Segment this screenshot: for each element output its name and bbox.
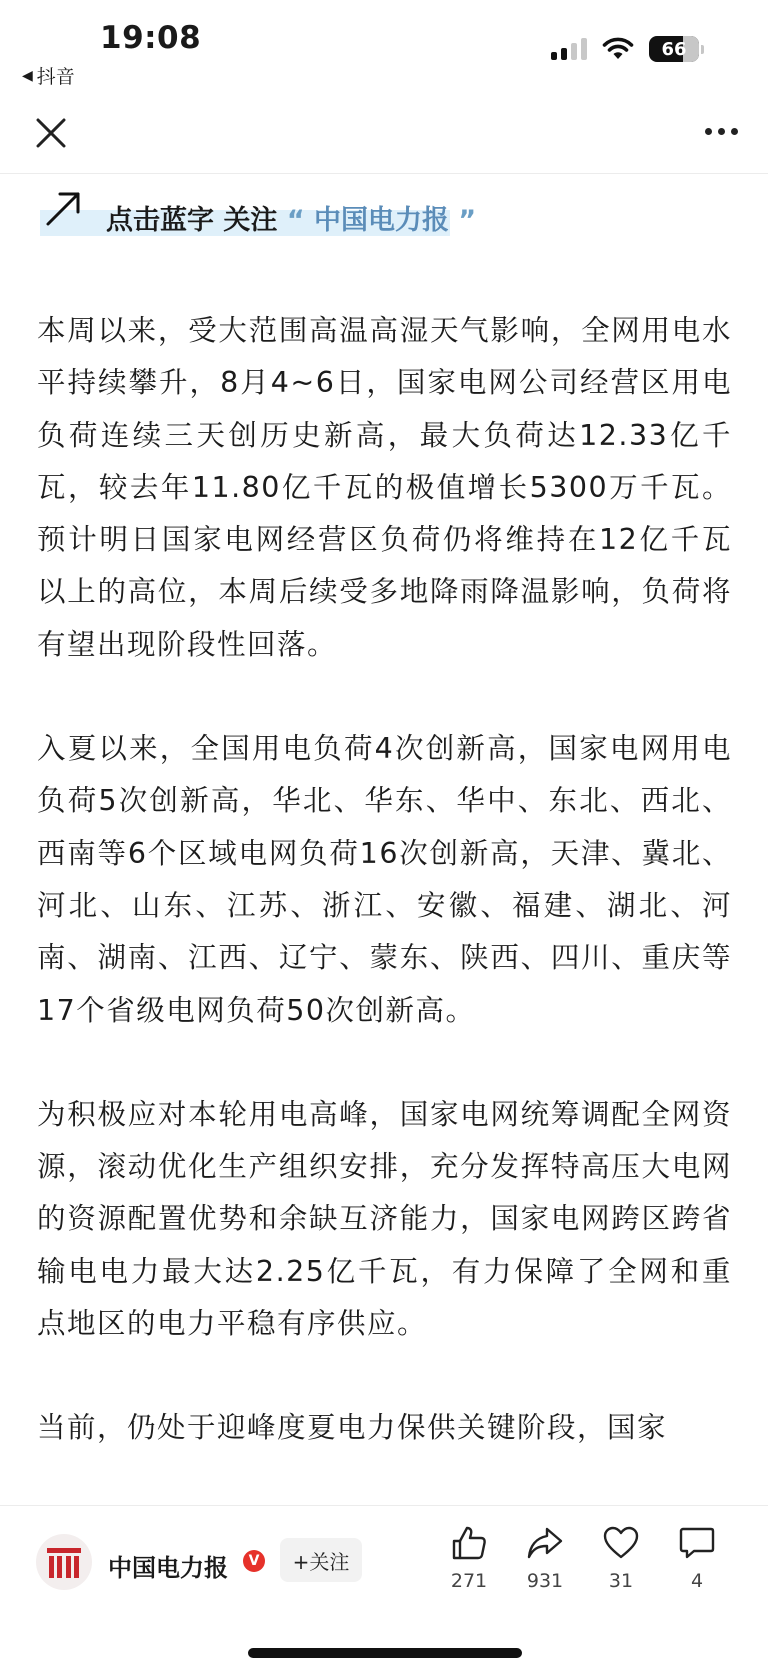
status-time: 19:08 (100, 20, 202, 56)
back-app-label: 抖音 (36, 66, 75, 88)
close-icon[interactable] (34, 116, 68, 150)
back-to-app-button[interactable] (22, 62, 75, 89)
nav-bar (0, 100, 768, 174)
status-icons (551, 36, 704, 62)
banner-open-quote: “ (286, 205, 305, 236)
verified-badge: V (243, 1550, 265, 1572)
banner-close-quote: ” (458, 205, 477, 236)
article-paragraph: 当前，仍处于迎峰度夏电力保供关键阶段，国家 (37, 1411, 668, 1445)
comment-count: 4 (690, 1570, 704, 1592)
status-bar (0, 0, 768, 90)
author-name[interactable]: 中国电力报 (108, 1554, 228, 1582)
more-options-icon[interactable] (705, 128, 738, 135)
back-triangle-icon: ◀ (22, 67, 33, 84)
heart-icon (602, 1524, 640, 1562)
follow-button[interactable]: +关注 (280, 1538, 362, 1582)
banner-brand: 中国电力报 (313, 205, 449, 236)
share-count: 931 (526, 1570, 564, 1592)
thumbs-up-icon (450, 1524, 488, 1562)
favorite-count: 31 (608, 1570, 634, 1592)
article-paragraph: 入夏以来，全国用电负荷4次创新高，国家电网用电负荷5次创新高，华北、华东、华中、东北、西北、西南等6个区域电网负荷16次创新高，天津、冀北、河北、山东、江苏、浙江、安徽、福建、湖北、河南、湖南、江西、辽宁、蒙东、陕西、四川、重庆等17个省级电网负荷50次创新高。 (37, 732, 732, 1027)
article-body (37, 305, 732, 1505)
like-button[interactable] (434, 1524, 504, 1592)
comment-bubble-icon (678, 1524, 716, 1562)
author-avatar[interactable] (36, 1534, 92, 1590)
home-indicator (248, 1648, 522, 1658)
share-button[interactable] (510, 1524, 580, 1592)
bottom-action-bar (0, 1505, 768, 1665)
article-paragraph: 本周以来，受大范围高温高湿天气影响，全网用电水平持续攀升，8月4~6日，国家电网公司经营区用电负荷连续三天创历史新高，最大负荷达12.33亿千瓦，较去年11.80亿千瓦的极值增长5300万千瓦。预计明日国家电网经营区负荷仍将维持在12亿千瓦以上的高位，本周后续受多地降雨降温影响，负荷将有望出现阶段性回落。 (37, 314, 732, 661)
author-logo-icon (36, 1534, 92, 1590)
banner-text (106, 198, 476, 237)
comment-button[interactable] (662, 1524, 732, 1592)
banner-prefix: 点击蓝字 关注 (106, 205, 278, 236)
favorite-button[interactable] (586, 1524, 656, 1592)
article-paragraph: 为积极应对本轮用电高峰，国家电网统筹调配全网资源，滚动优化生产组织安排，充分发挥特高压大电网的资源配置优势和余缺互济能力，国家电网跨区跨省输电电力最大达2.25亿千瓦，有力保障了全网和重点地区的电力平稳有序供应。 (37, 1097, 732, 1341)
cellular-signal-icon (551, 38, 587, 60)
battery-level: 66 (661, 38, 687, 60)
battery-indicator (649, 36, 704, 62)
follow-banner[interactable] (40, 188, 477, 244)
share-arrow-icon (526, 1524, 564, 1562)
wifi-icon (601, 37, 635, 61)
arrow-up-right-icon (44, 188, 84, 228)
like-count: 271 (450, 1570, 488, 1592)
